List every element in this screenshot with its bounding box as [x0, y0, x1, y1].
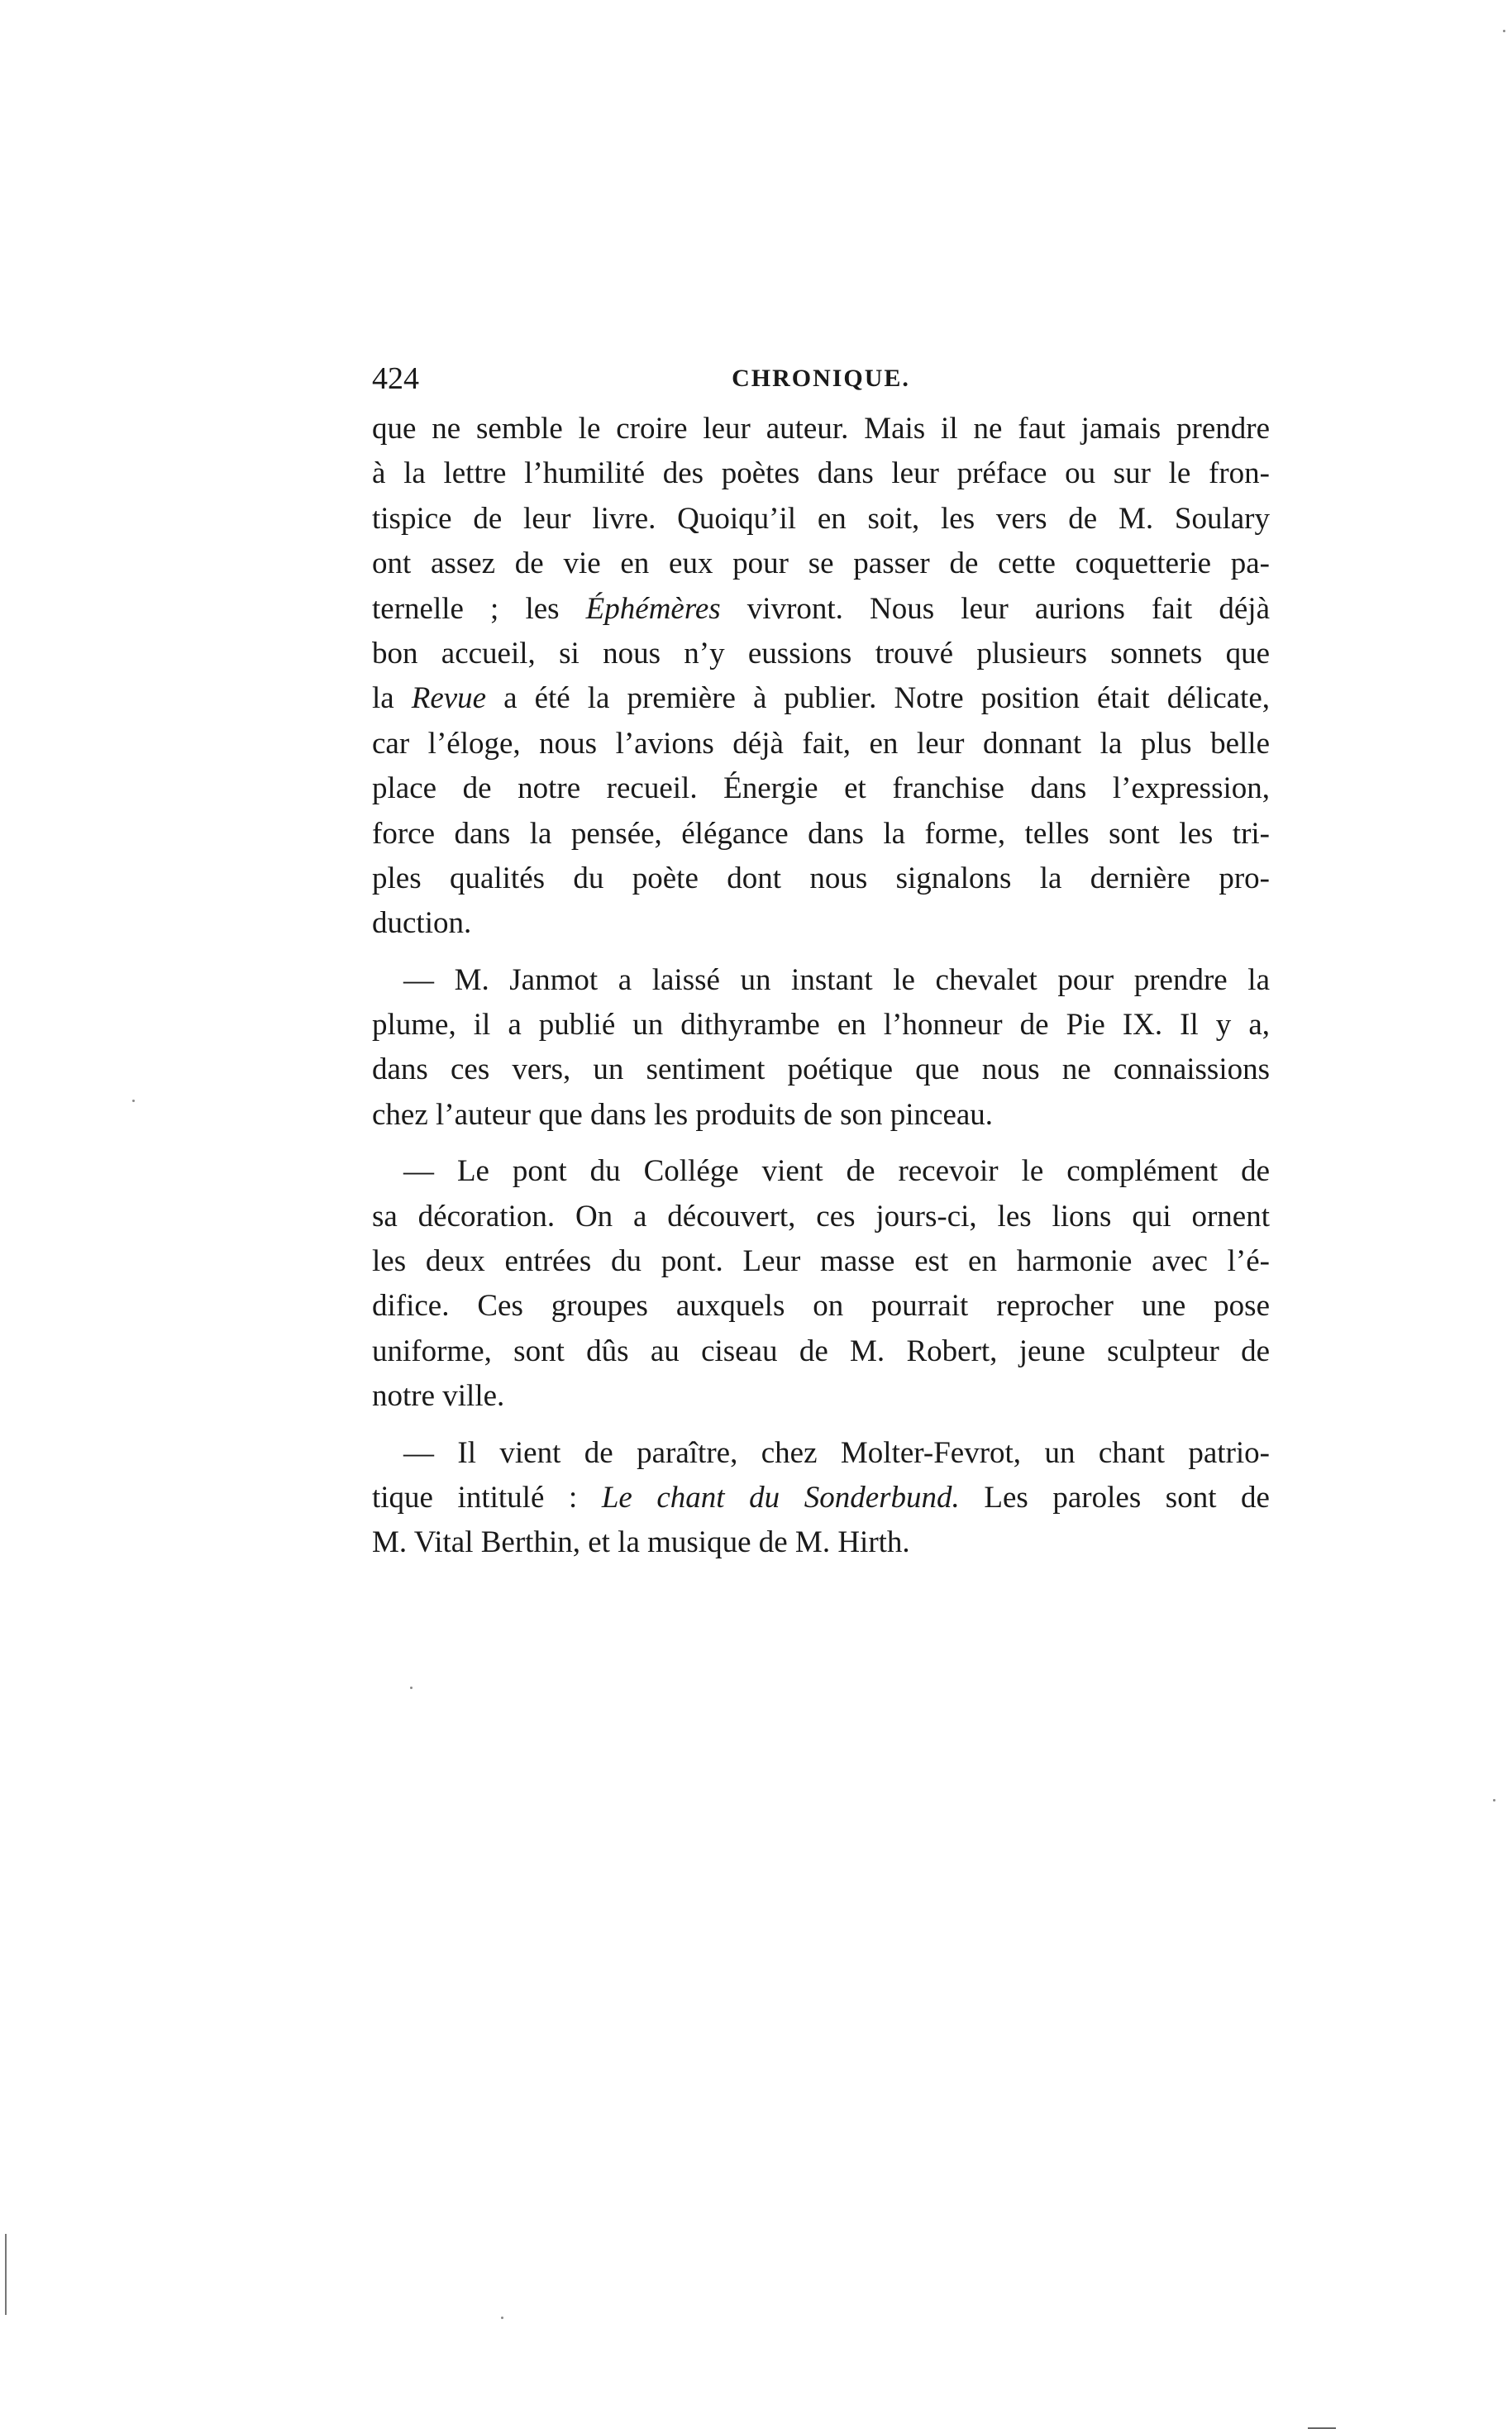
text-line: ples qualités du poète dont nous signalons la dernière pro- — [372, 861, 1270, 895]
text-line: sa décoration. On a découvert, ces jours-ci, les lions qui ornent — [372, 1199, 1270, 1234]
text-line: notre ville. — [372, 1379, 505, 1414]
paragraph-spacer — [372, 947, 1270, 958]
text-line — [372, 1476, 1270, 1520]
text-line: dans ces vers, un sentiment poétique que nous ne connaissions — [372, 1052, 1270, 1087]
paragraph — [372, 1431, 1270, 1566]
text-line: uniforme, sont dûs au ciseau de M. Robert, jeune sculpteur de — [372, 1334, 1270, 1368]
scan-speck — [1493, 1799, 1495, 1801]
paragraph — [372, 958, 1270, 1138]
text-line: bon accueil, si nous n’y eussions trouvé plusieurs sonnets que — [372, 636, 1270, 670]
text-run: tique intitulé : — [372, 1480, 602, 1515]
paragraph — [372, 407, 1270, 947]
italic-title: Revue — [411, 681, 487, 716]
italic-title: Éphémères — [585, 591, 721, 626]
paragraph-spacer — [372, 1420, 1270, 1431]
text-line: ont assez de vie en eux pour se passer de cette coquetterie pa- — [372, 546, 1270, 581]
text-line: chez l’auteur que dans les produits de son pinceau. — [372, 1097, 994, 1132]
text-run: ternelle ; les — [372, 591, 586, 626]
paragraph — [372, 1149, 1270, 1419]
body-text — [372, 407, 1270, 1566]
text-line: difice. Ces groupes auxquels on pourrait reprocher une pose — [372, 1289, 1270, 1324]
scan-speck — [132, 1100, 135, 1102]
text-line: — Le pont du Collége vient de recevoir le complément de — [403, 1154, 1270, 1189]
text-run: a été la première à publier. Notre position était délicate, — [486, 681, 1270, 716]
scan-edge-mark — [5, 2234, 7, 2315]
text-line: place de notre recueil. Énergie et franchise dans l’expression, — [372, 771, 1270, 806]
text-line — [372, 587, 1270, 632]
text-line: que ne semble le croire leur auteur. Mais il ne faut jamais prendre — [372, 412, 1270, 446]
text-line: plume, il a publié un dithyrambe en l’honneur de Pie IX. Il y a, — [372, 1008, 1270, 1043]
text-line: à la lettre l’humilité des poètes dans leur préface ou sur le fron- — [372, 456, 1270, 491]
text-line: duction. — [372, 906, 472, 941]
text-line — [372, 676, 1270, 721]
text-run: vivront. Nous leur aurions fait déjà — [720, 591, 1271, 626]
text-line: les deux entrées du pont. Leur masse est en harmonie avec l’é- — [372, 1244, 1270, 1279]
text-run: la — [372, 681, 412, 716]
page-header — [372, 354, 1270, 403]
text-line: force dans la pensée, élégance dans la forme, telles sont les tri- — [372, 816, 1270, 851]
scan-speck — [410, 1687, 413, 1689]
text-line: M. Vital Berthin, et la musique de M. Hirth. — [372, 1525, 910, 1560]
text-run: Les paroles sont de — [959, 1480, 1270, 1515]
running-title: CHRONIQUE. — [732, 365, 910, 392]
page-number: 424 — [372, 361, 419, 396]
scan-speck — [501, 2317, 503, 2319]
text-line: — Il vient de paraître, chez Molter-Fevrot, un chant patrio- — [403, 1435, 1270, 1470]
italic-title: Le chant du Sonderbund. — [601, 1480, 960, 1515]
paragraph-spacer — [372, 1138, 1270, 1149]
text-line: — M. Janmot a laissé un instant le chevalet pour prendre la — [403, 962, 1270, 997]
text-line: tispice de leur livre. Quoiqu’il en soit, les vers de M. Soulary — [372, 501, 1270, 536]
scan-speck — [1503, 30, 1505, 32]
text-line: car l’éloge, nous l’avions déjà fait, en leur donnant la plus belle — [372, 726, 1270, 761]
